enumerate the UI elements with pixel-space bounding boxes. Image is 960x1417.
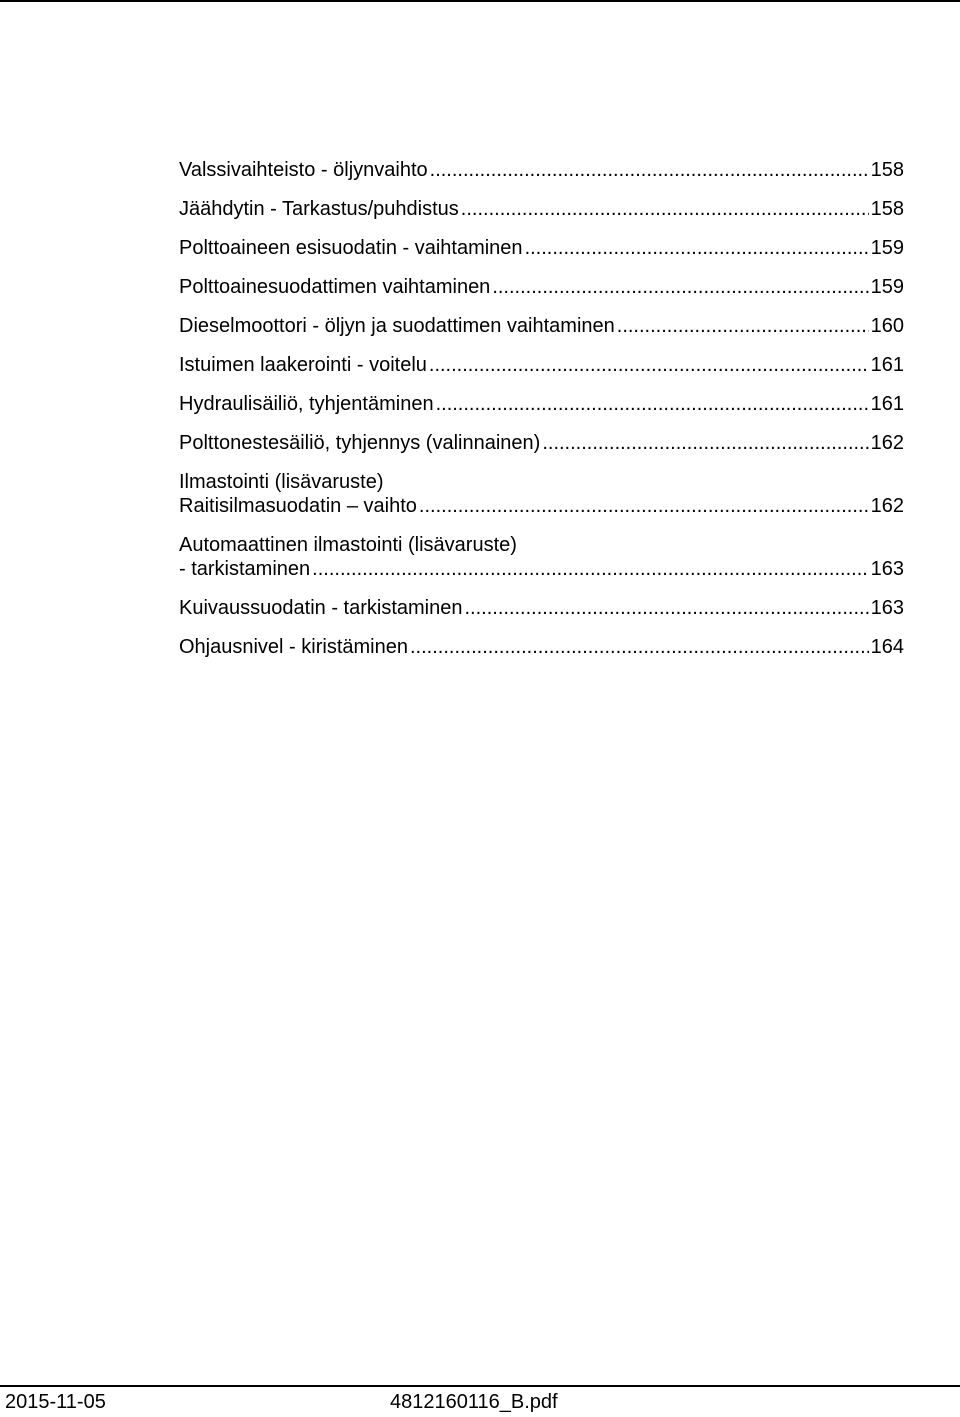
toc-entry-line <box>179 431 904 455</box>
toc-entry-title: Ohjausnivel - kiristäminen <box>179 636 408 658</box>
toc-entry[interactable] <box>179 596 904 620</box>
toc-dot-leader <box>492 275 868 299</box>
toc-entry[interactable] <box>179 635 904 659</box>
toc-dot-leader <box>617 314 869 338</box>
toc-entry-title: Dieselmoottori - öljyn ja suodattimen vaihtaminen <box>179 315 615 337</box>
toc-entry-line <box>179 494 904 518</box>
toc-entry[interactable] <box>179 197 904 221</box>
toc-entry-title: Polttonestesäiliö, tyhjennys (valinnainen) <box>179 432 541 454</box>
toc-page-number: 162 <box>870 495 904 517</box>
toc-entry[interactable] <box>179 392 904 416</box>
toc-dot-leader <box>429 353 869 377</box>
toc-entry[interactable] <box>179 353 904 377</box>
toc-entry-title: Kuivaussuodatin - tarkistaminen <box>179 597 463 619</box>
toc-entry-line <box>179 353 904 377</box>
toc-entry-line <box>179 635 904 659</box>
toc-dot-leader <box>542 431 868 455</box>
toc-entry[interactable] <box>179 236 904 260</box>
toc-dot-leader <box>312 557 868 581</box>
footer-filename: 4812160116_B.pdf <box>390 1391 558 1413</box>
toc-entry-line <box>179 392 904 416</box>
toc-dot-leader <box>461 197 869 221</box>
toc-page-number: 158 <box>870 159 904 181</box>
toc-entry-line <box>179 557 904 581</box>
toc-page-number: 162 <box>870 432 904 454</box>
toc-entry[interactable] <box>179 470 904 518</box>
toc-entry-heading: Automaattinen ilmastointi (lisävaruste) <box>179 534 517 556</box>
toc-dot-leader <box>525 236 869 260</box>
toc-dot-leader <box>430 158 869 182</box>
toc-dot-leader <box>464 596 868 620</box>
toc-entry-title: - tarkistaminen <box>179 558 311 580</box>
toc-entry-title: Raitisilmasuodatin – vaihto <box>179 495 417 517</box>
toc-page-number: 163 <box>870 558 904 580</box>
toc-entry-title: Valssivaihteisto - öljynvaihto <box>179 159 428 181</box>
toc-page-number: 164 <box>870 636 904 658</box>
toc-page-number: 159 <box>870 237 904 259</box>
toc-entry[interactable] <box>179 533 904 581</box>
toc-page-number: 159 <box>870 276 904 298</box>
toc-page-number: 163 <box>870 597 904 619</box>
toc-dot-leader <box>410 635 869 659</box>
toc-dot-leader <box>436 392 869 416</box>
toc-entry-line <box>179 197 904 221</box>
toc-entry[interactable] <box>179 158 904 182</box>
toc-entry-heading-line <box>179 533 904 557</box>
toc-page-number: 161 <box>870 393 904 415</box>
toc-page-number: 161 <box>870 354 904 376</box>
toc-entry-line <box>179 236 904 260</box>
footer-date: 2015-11-05 <box>5 1391 106 1413</box>
top-border-line <box>0 0 960 2</box>
toc-entry-line <box>179 596 904 620</box>
toc-entry[interactable] <box>179 275 904 299</box>
toc-entry-title: Polttoainesuodattimen vaihtaminen <box>179 276 491 298</box>
table-of-contents <box>179 158 904 674</box>
toc-entry-title: Istuimen laakerointi - voitelu <box>179 354 427 376</box>
footer-divider <box>0 1385 960 1387</box>
toc-entry[interactable] <box>179 431 904 455</box>
toc-entry-title: Jäähdytin - Tarkastus/puhdistus <box>179 198 459 220</box>
toc-entry-title: Polttoaineen esisuodatin - vaihtaminen <box>179 237 523 259</box>
toc-dot-leader <box>419 494 869 518</box>
toc-entry[interactable] <box>179 314 904 338</box>
toc-entry-heading-line <box>179 470 904 494</box>
toc-entry-line <box>179 314 904 338</box>
toc-page-number: 158 <box>870 198 904 220</box>
toc-page-number: 160 <box>870 315 904 337</box>
toc-entry-line <box>179 158 904 182</box>
toc-entry-line <box>179 275 904 299</box>
toc-entry-title: Hydraulisäiliö, tyhjentäminen <box>179 393 434 415</box>
toc-entry-heading: Ilmastointi (lisävaruste) <box>179 471 384 493</box>
